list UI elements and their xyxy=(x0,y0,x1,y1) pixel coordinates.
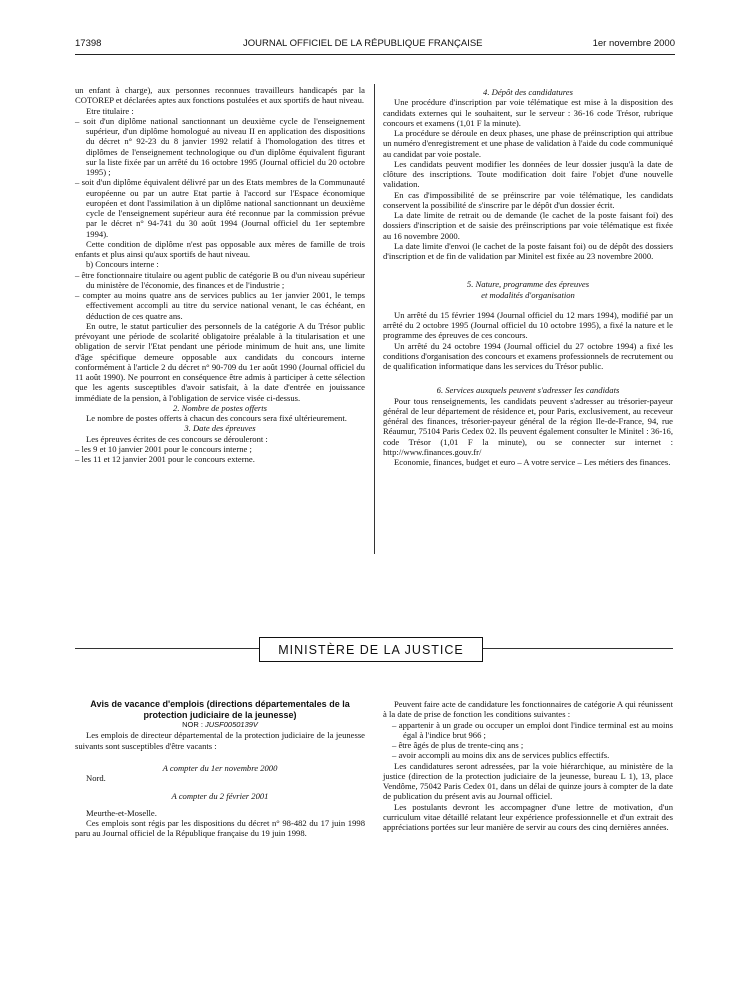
section-heading: 5. Nature, programme des épreuves xyxy=(466,279,590,290)
paragraph: Les emplois de directeur départemental de la protection judiciaire de la jeunesse suivants sont susceptibles d'être vacants : xyxy=(75,730,365,751)
right-column xyxy=(383,87,673,467)
page-number: 17398 xyxy=(75,38,102,49)
section-heading: et modalités d'organisation xyxy=(481,289,575,300)
subheading: A compter du 1er novembre 2000 xyxy=(162,762,278,773)
paragraph: b) Concours interne : xyxy=(86,259,159,270)
list-item: – soit d'un diplôme national sanctionnant un deuxième cycle de l'enseignement supérieur, d'un diplôme homologué au niveau II en application des dispositions du décret n° 92-23 du 8 janvier 1992 relatif à l'homologation des titres et diplômes de l'enseignement technologique ou d'un diplôme équivalent figurant sur la liste fixée par un arrêté du 16 octobre 1995 (Journal officiel du 20 octobre 1995) ; xyxy=(75,115,365,177)
section-heading: 3. Date des épreuves xyxy=(184,423,256,434)
avis-right-column xyxy=(383,699,673,832)
section-heading: 6. Services auxquels peuvent s'adresser les candidats xyxy=(436,385,620,396)
paragraph: Un arrêté du 24 octobre 1994 (Journal officiel du 27 octobre 1994) a fixé les conditions d'organisation des concours et examens professionnels de recrutement ou de qualification informatique dans les services du Trésor public. xyxy=(383,340,673,371)
running-header xyxy=(75,38,675,52)
paragraph: Nord. xyxy=(86,773,106,783)
ministry-banner: MINISTÈRE DE LA JUSTICE xyxy=(259,637,483,662)
banner-rule-left xyxy=(75,648,259,649)
paragraph: Cette condition de diplôme n'est pas opposable aux mères de famille de trois enfants et plus ainsi qu'aux sportifs de haut niveau. xyxy=(75,238,365,259)
nor-code: JUSF0050139V xyxy=(204,720,258,729)
list-item: – compter au moins quatre ans de services publics au 1er janvier 2001, le temps effectivement accompli au titre du service national venant, le cas échéant, en déduction de ces quatre ans. xyxy=(75,290,365,321)
journal-title: JOURNAL OFFICIEL DE LA RÉPUBLIQUE FRANÇAISE xyxy=(243,38,483,49)
paragraph: En cas d'impossibilité de se préinscrire par voie télématique, les candidats conservent la possibilité de s'inscrire par le dépôt d'un dossier écrit. xyxy=(383,189,673,210)
section-heading: 2. Nombre de postes offerts xyxy=(173,402,267,413)
avis-title: Avis de vacance d'emplois (directions départementales de la protection judiciaire de la jeunesse) xyxy=(90,699,350,720)
paragraph: Meurthe-et-Moselle. xyxy=(86,807,157,818)
paragraph: Les épreuves écrites de ces concours se dérouleront : xyxy=(86,433,268,444)
column-divider xyxy=(374,84,375,554)
subheading: A compter du 2 février 2001 xyxy=(171,791,269,802)
paragraph: La date limite d'envoi (le cachet de la poste faisant foi) ou de dépôt des dossiers d'inscription et de fin de validation par Minitel est fixée au 23 novembre 2000. xyxy=(383,240,673,261)
paragraph: La procédure se déroule en deux phases, une phase de préinscription qui attribue un numéro d'enregistrement et une phase de validation à l'aide du code communiqué au candidat par voie postale. xyxy=(383,128,673,159)
paragraph: En outre, le statut particulier des personnels de la catégorie A du Trésor public prévoyant une période de scolarité obligatoire préalable à la titularisation et une obligation de servir l'Etat pendant une période minimum de huit ans, une limite d'âge spécifique demeure opposable aux candidats du concours interne conformément à l'article 2 du décret n° 90-709 du 1er août 1990 (Journal officiel du 11 août 1990). Ne pourront en conséquence être admis à participer à cette sélection que les agents susceptibles d'avoir satisfait, à la date d'entrée en jouissance immédiate de la pension, à l'obligation de service visée ci-dessus. xyxy=(75,320,365,403)
list-item: – les 9 et 10 janvier 2001 pour le concours interne ; xyxy=(75,443,252,454)
header-rule xyxy=(75,54,675,55)
section-heading: 4. Dépôt des candidatures xyxy=(483,87,573,97)
paragraph: La date limite de retrait ou de demande (le cachet de la poste faisant foi) des dossiers d'inscription et de saisie des préinscriptions par voie télématique est fixée au 16 novembre 2000. xyxy=(383,210,673,241)
paragraph: Etre titulaire : xyxy=(86,105,134,116)
banner-rule-right xyxy=(483,648,673,649)
list-item: – appartenir à un grade ou occuper un emploi dont l'indice terminal est au moins égal à l'indice brut 966 ; xyxy=(392,719,673,740)
list-item: – soit d'un diplôme équivalent délivré par un des Etats membres de la Communauté européenne ou par un autre Etat partie à l'accord sur l'Espace économique européen et dont l'assimilation à un diplôme national sanctionnant un deuxième cycle de l'enseignement supérieur aura été reconnue par la commission prévue par le décret n° 94-741 du 30 août 1994 (Journal officiel du 1er septembre 1994). xyxy=(75,177,365,239)
nor-reference xyxy=(75,720,365,730)
issue-date: 1er novembre 2000 xyxy=(592,38,675,49)
list-item: – être fonctionnaire titulaire ou agent public de catégorie B ou d'un niveau supérieur du ministère de l'économie, des finances et de l'industrie ; xyxy=(75,269,365,290)
list-item: – être âgés de plus de trente-cinq ans ; xyxy=(392,740,524,750)
paragraph: Les postulants devront les accompagner d'une lettre de motivation, d'un curriculum vitae détaillé relatant leur expérience professionnelle et d'un extrait des appréciations portées sur leur manière de servir au cours des cinq dernières années. xyxy=(383,801,673,832)
nor-label: NOR : xyxy=(182,720,205,729)
list-item: – les 11 et 12 janvier 2001 pour le concours externe. xyxy=(75,454,255,464)
paragraph: Les candidatures seront adressées, par la voie hiérarchique, au ministère de la justice (direction de la protection judiciaire de la jeunesse, bureau L 1), 13, place Vendôme, 75042 Paris Cedex 01, dans un délai de quinze jours à compter de la date de publication du présent avis au Journal officiel. xyxy=(383,760,673,802)
paragraph: un enfant à charge), aux personnes reconnues travailleurs handicapés par la COTOREP et déclarées aptes aux fonctions postulées et aux sportifs de haut niveau. xyxy=(75,85,365,106)
list-item: – avoir accompli au moins dix ans de services publics effectifs. xyxy=(392,750,610,761)
paragraph: Les candidats peuvent modifier les données de leur dossier jusqu'à la date de clôture des inscriptions. Toute modification doit faire l'objet d'une nouvelle validation. xyxy=(383,158,673,190)
paragraph: Economie, finances, budget et euro – A votre service – Les métiers des finances. xyxy=(394,457,671,467)
paragraph: Une procédure d'inscription par voie télématique est mise à la disposition des candidats externes qui le souhaitent, sur le serveur : 36-16 code Trésor, rubrique concours et examens (1,01 F la minute). xyxy=(383,97,673,128)
paragraph: Un arrêté du 15 février 1994 (Journal officiel du 12 mars 1994), modifié par un arrêté du 2 octobre 1995 (Journal officiel du 10 octobre 1995), a fixé la nature et le programme des épreuves de ces concours. xyxy=(383,309,673,341)
paragraph: Pour tous renseignements, les candidats peuvent s'adresser au trésorier-payeur général de leur département de résidence et, pour Paris, exclusivement, au receveur général des finances, trésorier-payeur général de la région Ile-de-France, 94, rue Réaumur, 75104 Paris Cedex 02. Ils peuvent également consulter le Minitel : 36-16, code Trésor (1,01 F la minute), ou se connecter sur internet : http://www.finances.gouv.fr/ xyxy=(383,395,673,457)
paragraph: Le nombre de postes offerts à chacun des concours sera fixé ultérieurement. xyxy=(86,413,347,423)
left-column xyxy=(75,85,365,464)
paragraph: Ces emplois sont régis par les dispositions du décret n° 98-482 du 17 juin 1998 paru au Journal officiel de la République française du 19 juin 1998. xyxy=(75,817,365,838)
avis-left-column xyxy=(75,699,365,838)
paragraph: Peuvent faire acte de candidature les fonctionnaires de catégorie A qui réunissent à la date de prise de fonction les conditions suivantes : xyxy=(383,699,673,720)
